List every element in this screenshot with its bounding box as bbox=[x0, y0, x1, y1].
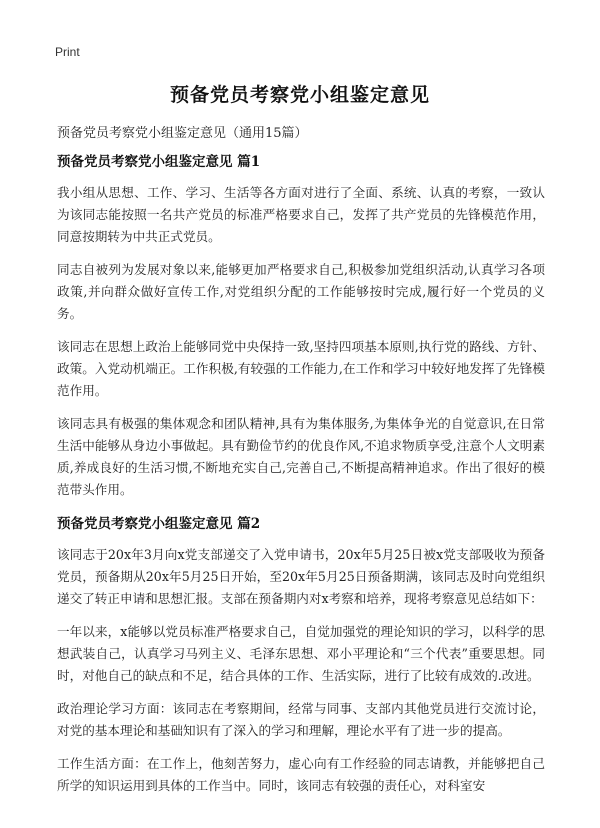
paragraph: 同志自被列为发展对象以来,能够更加严格要求自己,积极参加党组织活动,认真学习各项政策,并向群众做好宣传工作,对党组织分配的工作能够按时完成,履行好一个党员的义务。 bbox=[57, 262, 545, 321]
document-body bbox=[57, 150, 545, 808]
paragraph: 该同志于20x年3月向x党支部递交了入党申请书，20x年5月25日被x党支部吸收为预备党员，预备期从20x年5月25日开始，至20x年5月25日预备期满，该同志及时向党组织递交了转正申请和思想汇报。支部在预备期内对x考察和培养，现将考察意见总结如下： bbox=[57, 547, 545, 606]
paragraph: 工作生活方面：在工作上，他刻苦努力，虚心向有工作经验的同志请教，并能够把自己所学的知识运用到具体的工作当中。同时，该同志有较强的责任心，对科室安 bbox=[57, 756, 545, 793]
paragraph: 该同志具有极强的集体观念和团队精神,具有为集体服务,为集体争光的自觉意识,在日常生活中能够从身边小事做起。具有勤俭节约的优良作风,不追求物质享受,注意个人文明素质,养成良好的生活习惯,不断地充实自己,完善自己,不断提高精神追求。作出了很好的模范带头作用。 bbox=[57, 416, 545, 497]
paragraph: 该同志在思想上政治上能够同党中央保持一致,坚持四项基本原则,执行党的路线、方针、政策。入党动机端正。工作积极,有较强的工作能力,在工作和学习中较好地发挥了先锋模范作用。 bbox=[57, 339, 545, 398]
paragraph: 我小组从思想、工作、学习、生活等各方面对进行了全面、系统、认真的考察，一致认为该同志能按照一名共产党员的标准严格要求自己，发挥了共产党员的先锋模范作用，同意按期转为中共正式党员。 bbox=[57, 185, 545, 244]
section-2 bbox=[57, 512, 545, 797]
document-title: 预备党员考察党小组鉴定意见 bbox=[169, 84, 430, 106]
paragraph: 一年以来，x能够以党员标准严格要求自己，自觉加强党的理论知识的学习，以科学的思想武装自己，认真学习马列主义、毛泽东思想、邓小平理论和“三个代表”重要思想。同时，对他自己的缺点和不足，结合具体的工作、生活实际，进行了比较有成效的.改进。 bbox=[57, 624, 545, 683]
section-heading: 预备党员考察党小组鉴定意见 篇2 bbox=[57, 516, 261, 532]
section-1 bbox=[57, 150, 545, 501]
print-label[interactable]: Print bbox=[55, 45, 80, 59]
paragraph: 政治理论学习方面：该同志在考察期间，经常与同事、支部内其他党员进行交流讨论，对党的基本理论和基础知识有了深入的学习和理解，理论水平有了进一步的提高。 bbox=[57, 701, 545, 738]
section-heading: 预备党员考察党小组鉴定意见 篇1 bbox=[57, 154, 261, 170]
document-subtitle: 预备党员考察党小组鉴定意见（通用15篇） bbox=[57, 126, 308, 141]
